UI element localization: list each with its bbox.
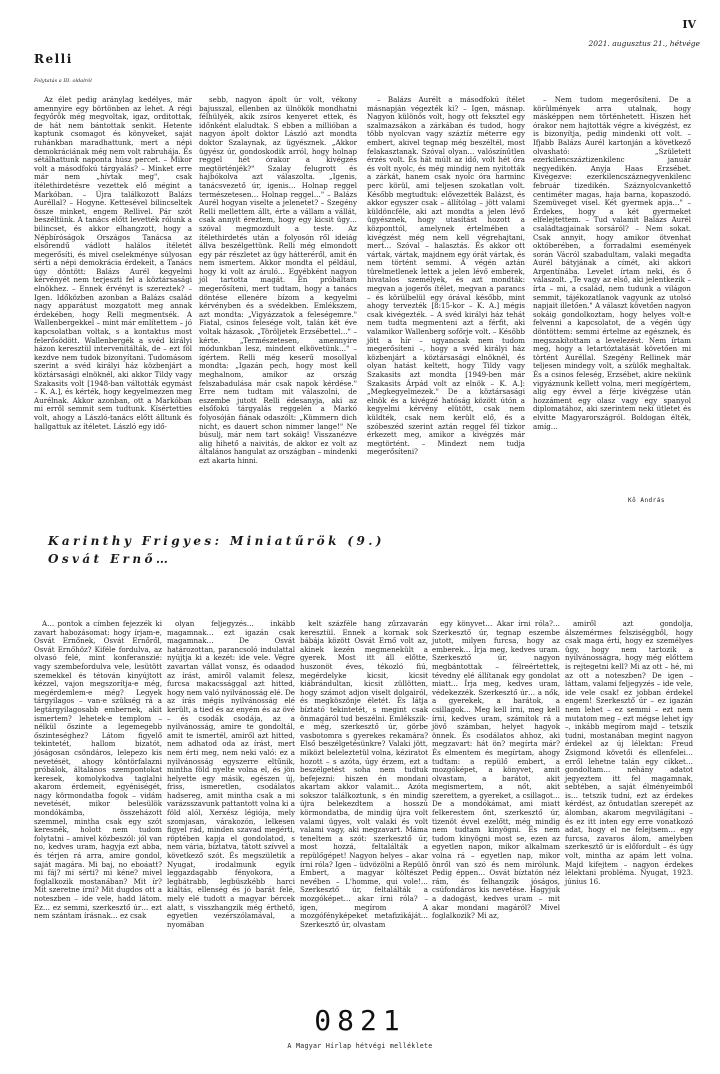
page-number: IV (682, 18, 696, 31)
column-text: amiről azt gondolja, álszemérmes felsziséggből, hogy csak maga érti, hogy ez személyes ügy, hogy nem tartozik a nyilvánosságra, hogy még előttem is rejtegetni kell? Mi az ott – hé, mi az ott a noteszben? De igen – láttam, valami feljegyzés – ide vele, ide vele csak! ez jobban érdekel engem! Szerkesztő úr – ez igazán nem lehet – ez semmi – ezt nem mutatom meg – ezt mégse lehet így –, inkább megírom majd – tetszik tudni, mostanában megint nagyon érdekel az új lélektan: Freud Zsigmond követői és ellenfelei… erről lehetne talán egy cikket… gondoltam… néhány adatot jegyeztem itt fel magamnak, sebtében, a saját élményeimből is… tetszik tudni, ezt az érdekes kérdést, az öntudatlan szerepét az álomban, akarom megvilágítani – és ez itt inten egy erre vonatkozó adat, hogy el ne felejtsem… egy furcsa, zavaros álom, amelyben szerkesztő úr is előfordult – és úgy volt, mintha az apám lett volna. Majd kifejtem – nagyon érdekes lélektani probléma. Nyugat, 1923. június 16. (565, 619, 693, 886)
column-text: – Balázs Aurélt a másodfokú ítélet másnapján végezték ki? – Igen, másnap. Nagyon különös volt, hogy ott feksztel egy szalmazsákon a zárkában és tudod, hogy több nyolcvan vagy száztíz méterre egy embert, akivel tegnap még beszéltél, most felakasztanak. Szóval olyan… valószínűtlen érzés volt. És hát múlt az idő, volt hét óra és volt nyolc, és még mindig nem nyitották a zárkát, hanem csak nyolc óra harminc perc körül, ami teljesen szokatlan volt. Később megtudtuk: elővezették Balázst, és akkor egyszer csak – állítólag – jött valami küldöncféle, aki azt mondta a jelen lévő ügyésznek, hogy utasítást hozott a központtól, amelynek értelmében a kivégzést még nem kell végrehajtani, mert… Szóval – halasztás. És akkor ott vártak, vártak, majdnem egy órát vártak, és nem történt semmi. A végén aztán türelmetlenek lettek a jelen lévő emberek, hivatalos személyek, és azt mondták: megvan a jogerős ítélet, megvan a parancs – és körülbelül egy órával később, mint ahogy tervezték [8:15-kor – K. A.] mégis csak kivégezték. – A svéd királyi ház tehát nem tudta megmenteni azt a férfit, aki valamikor Wallenberg sofőrje volt. – Később jött a hír – ugyancsak nem tudom megerősíteni –, hogy a svéd királyi ház közbenjárt a köztársasági elnöknél, és olyan hatást keltett, hogy Tildy vagy Szakasits azt mondta [1949-ben már Szakasits Árpád volt az elnök – K. A.]: „Megkegyelmezek." De a köztársasági elnök és a kivégzé hatóság között útón a kegyelmi kérvény elütött, csak nem küldték, csak nem került elő, és a szóbeszéd szerint aztán reggel fél tízkor érkezett meg, amikor a kivégzés már megtörtént. – Mindezt nem tudja megerősíteni? (367, 95, 525, 457)
supplement-tagline: A Magyar Hírlap hétvégi melléklete (287, 1042, 433, 1050)
continuation-kicker: Folytatás a III. oldalról (34, 78, 92, 84)
article-column-1 (34, 619, 162, 921)
column-text: – Nem tudom megerősíteni. De a körülmények arra utalnak, hogy másképpen nem történhetett. Hiszen hét órakor nem hajtották végre a kivégzést, ez is bizonyítja, pedig mindenki ott volt. – Ifjabb Balázs Aurél kartonján a következő olvasható: „Született ezerkilencszáztizenkilenc január negyedikén. Anyja Haas Erzsébet. Kivégezve: ezerkilencszáznegyvenkilenc február tizedikén. Száznyolcvankettő centiméter magas, haja barna, kopaszodó. Szemüveget visel. Két gyermek apja…" – Érdekes, hogy a két gyermeket elfelejtettem. – Tud valamit Balázs Aurél családtagjainak sorsáról? – Nem sokat. Csak annyit, hogy amikor ötvenhat októberében, a forradalmi események során Vácról szabadultam, valaki megadta Aurél bátyjának a címét, aki akkori Argentínába. Levelet írtam neki, és ő válaszolt. „Te vagy az első, aki jelentkezik – írta – mi, a család, nem tudunk a világon semmit, tájékozatlanok vagyunk az utolsó napjait illetően." A választ követően nagyon sokáig gondolkoztam, hogy helyes volt-e felvenni a kapcsolatot, de a végén úgy döntöttem: semmi értelme az egésznek, és megszakítottam a levelezést. Nem írtam meg, hogy a letartóztatását követően mi történt Auréllal. Szegény Rellinek már teljesen mindegy volt, a szülők meghaltak. És a csinos feleség, Erzsébet, akire nekünk vigyáznunk kellett volna, meri megígértem, alig egy évvel a férje kivégzése után hozzáment egy olasz vagy egy spanyol diplomatához, aki szerintem nekí ütletet és elvitte Magyarországról. Boldogan élték, amíg… (533, 95, 691, 431)
author-signature: Kő András (628, 497, 666, 504)
dateline: 2021. augusztus 21., hétvége (588, 39, 700, 48)
article-column-2 (199, 96, 357, 506)
column-text: A… pontok a címben fejezzék ki zavart habozásomat: hogy írjam-e, Osvát Ernőnek, Osvát Ernőről, Osvát Ernőhöz? Kiféle fordulva, az olvasó felé, mint konferanszié: vagy szembefordulva vele, lesütött szemekkel és tétován kinyújtott kézzel, vajon megszorítja-e még, megérdemlem-e még? Legyek tárgyilagos – van-e szükség rá a legtárgyilagosabb embernek, akit ismertem? lehetek-e templom – nélkül őszinte a legemegebb őszinteséghez? Látom figyelő tekintetét, hallom bizatót, jóságosan csöndáros, lelepezo kis nevetését, ahogy köntörfalazni próbálok, általános szempontokat keresek, komolykodva taglalni akarom érdemeit, egyéniségét, nagy körmondatba fogok – vidám nevetését, mikor belesülök mondókámba, összeházott szemmel, mintha csak egy szót keresnék, holott nem tudom folytatni – amivel közbeszól: jól van no, kedves uram, hagyja ezt abba, és térjen rá arra, amire gondol, saját magára. Mi baj, no eboáatt? mi fáj? mi sérti? mi kéne? mivel foglalkozik mostanában? Mit ír? Mit szeretne írni? Mit dugdos ott a noteszben – ide vele, hadd látom. Ez… ez semmi, szerkesztő úr… ezt nem szántam írásnak… ez csak (34, 619, 162, 921)
article-title: Relli (34, 52, 73, 66)
article-column-4 (432, 619, 560, 921)
column-text: egy könyvet… Akar írni róla?… Szerkesztő úr, tegnap eszembe jutott, milyen furcsa, hogy az emberek… Írja meg, kedves uram. Szerkesztő úr, nagyon megbántottak – félreértettek, tévedny elé állítanak egy gondolat miatt… Írja meg, kedves uram, védekezzék. Szerkesztő úr… a nők, a gyerekek, a barátok, a csillagok… Meg kell írni, meg kell írni, kedves uram, számítok rá a jövő számban, helyet hagyok önnek. És csodálatos ahhoz, aki megzavart: hát ön? megírta már? És elmentem és megírtam, ahogy tudtam: a repülő embert, a mozgóképet, a könyvet, amit olvastam, a barátot, akit megismertem, a nőt, akit szerettem, a gyereket, a csillagot… De a mondókámat, ami miatt felkerestem őnt, szerkesztő úr, tizenöt évvel ezelőtt, még mindig nem tudtam kinyögni. És nem tudom kinyögni most se, ezen az egyetlen napon, mikor alkalmam volna rá – egyetlen nap, mikor önről van szó és nem mirólunk. Pedig éppen… Osvát bíztatón néz rám, és felhangzik jóságos, csúfondáros kis nevetése. Hagyjuk a dadogást, kedves uram – mit akar mondani magáról? Mivel foglalkozik? Mi az, (432, 619, 560, 921)
article-column-4 (533, 96, 691, 506)
column-text: olyan feljegyzés… inkább magamnak… ezt igazán csak magamnak… De Osvát határozottan, parancsoló indulattal nyújtja ki a kezét: ide vele. Végre zavartan vállat vonsz, és odaadod az írást, amiről valamit felesz, furcsa makacssággal azt hitted, hogy nem való nyilvánosság elé. De az írás mégis nyilvánosság elé került, a tied és az enyém és az övé – és csodák csodája, az a nyilvánosság, amire te gondoltál, amit te ismertél, amiről azt hitted, nem adhatod oda az írást, mert nem érti meg, nem neki való: ez a nyilvánosság egyszerre eltűnik, mintha föld nyelte volna el, és jön helyette egy másik, egészen új, friss, ismeretlen, csodálatos hadsereg, amit mintha csak a mi varázsszavunk pattantott volna ki a föld alól, Xerxész légiója, mely szomjasan, várakozón, lelkesen figyel rád, minden szavad megérti, röptében kapja el gondolatod, s nem vária, bíztatva, tátott szívvel a következő szót. És megszületik a Nyugat, irodalmunk egyik leggazdagabb fényokora, a legbátrabb, legbüszkébb harci kiáltás, ellenség és jó barát felé, mely elé tudott a magyar bércek alatt, s visszhangzik még érthető, egyetlen vezérszólamával, a nyomában (167, 619, 295, 929)
column-text: Az élet pedig aránylag kedélyes, már amennyire egy börtönben az lehet. A régi fegyőrök még megvoltak, igaz, orditottak, de hát nem bántottak senkit. Hetente kaptunk csomagot és könyveket, saját ruhánkban maradhattunk, mert a népi demokráciának még nem volt rabruhája. És sétálhattunk naponta húsz percet. – Mikor volt a másodfokú tárgyalás? – Minket erre már nem „hívtak meg", csak ítélethirdetésre vezettek elő mégint a Markóban. – Újra találkozott Balázs Auréllal? – Hogyne. Kettesével bilincseltek össze minket, engem Rellivel. Pár szót beszéltünk. A tanács előtt levették rólunk a bilincset, és akkor elhangzott, hogy a Népbíróságok Országos Tanácsa az elsőrendű vádlott halálos ítéletét megerősíti, és mivel cselekménye súlyosan sérti a népi demokrácia érdekeit, a Tanács úgy döntött: Balázs Aurél kegyelmi kérvényét nem terjeszti fel a köztársasági elnökhez. – Ennek érvényt is szereztek? – Igen. Időközben azonban a Balázs család nagy apparátust mozgatott meg annak érdekében, hogy Relli megmentsék. A Wallenbergekkel – mint már említettem – jó kapcsolatban voltak, s a kontaktus most felerősödött. Wallenbergék a svéd királyi házon keresztül intervenitálták, de – ezt föl kezdve nem tudok bizonyítani. Tudomásom szerint a svéd királyi ház közbenjárt a köztársasági elnöknél, aki akkor Tildy vagy Szakasits volt [1948-ban váltották egymást – K. A.], és kérték, hogy kegyelmezzen meg Aurélnak. Akkor azonban, ott a Markóban mi erről semmit sem tudtunk. Kísértetties volt, ahogy a László-tanács előtt álltunk és hallgattuk az ítéletet. László egy idő- (34, 95, 192, 431)
issue-number: 0821 (314, 1004, 406, 1037)
article-column-1 (34, 96, 192, 506)
article-column-3 (367, 96, 525, 506)
article-column-3 (300, 619, 428, 929)
section-subtitle: Osvát Ernő… (48, 552, 172, 566)
article-column-5 (565, 620, 693, 900)
section-title: Karinthy Frigyes: Miniatűrök (9.) (48, 534, 385, 548)
article-column-2 (167, 619, 295, 929)
column-text: kelt százféle hang zűrzavarán keresztül. Ennek a kornak sok bábája között Osvát Ernő volt az, akinek kezén megmenekült a gyerek. Most itt áll előtte, huszonöt éves, tékozló fiú, megérdelyke kicsit, kicsit kiábrándultan, kicsit züllötten, hogy számot adjon viselt dolgairól, és megköszönje életét. És látja bíztató tekintetét, s megint csak önmagáról tud beszélni. Emlékszik-e még, szerkesztő úr, görbe vasbotomra s gyerekes rekamára? Első beszélgetésünkre? Valaki jött, miközt beleleztetül volna, kéziratot hozott – s azóta, úgy érzem, ezt a beszélgetést soha nem tudtuk befejezni: hiszen én mondani akartam akkor valamit… Azóta sokszor találkoztunk, s én mindig újra belekezdtem a hosszú körmondatba, de mindig újra volt valami ügyes, volt valaki és volt valami vagy, aki megzavart. Máma teneltem a szót: szerkesztő úr, most hozzá, feltalálták a repülőgépet! Nagyon helyes – akar írni róla? Igen – üdvözölni a Repülő Embert, a magyar költészet nevében – L'homme, qui vole!… Szerkesztő úr, feltalálták a mozgóképet… akar írni róla? – igen, megírom A mozgófényképeket metafizikáját… Szerkesztő úr, olvastam (300, 619, 428, 929)
column-text: sebb, nagyon ápolt úr volt, vékony bajusszal, ellenben az ülnökök mondhatni félhülyék, akik zsíros kenyeret ettek, és időnként elaludtak. S ebben a millióban a nagyon ápolt doktor László azt mondta doktor Szalaynak, az ügyésznek. „Akkor ügyész úr, gondoskodik arról, hogy holnap reggel hét órakor a kivégzés megtörténjék?" Szalay felugrott és hajbókolva azt válaszolta. „Igenis, tanácsvezető úr, igenis… Holnap reggel természetesen… Holnap reggel…" – Balázs Aurél hogyan viselte a jelenetet? – Szegény Relli mellettem állt, érte a vállam a vállát, csak annyit éreztem, hogy egy kicsit ügy… szóval megmozdult a teste. Az ítélethirdetés után a folyosón ről ideiág állva beszélgettünk. Relli még elmondott egy pár részletet az ügy hátteréről, amit én nem ismertem. Akkor mondta el például, hogy ki volt az áruló… Egyébként nagyon jól tartotta magát. Én próbáltam megerősíteni, mert tudtam, hogy a tanács döntése ellenére bízom a kegyelmi kérvényben és a svédekben. Emlékszem, azt mondta: „Vigyázzatok a feleségemre." Fiatal, csinos felesége volt, talán két éve voltak házasok. „Töröljetek Erzsébettel…" – kérte. „Természetesen, amennyire módunkban lesz, mindent elkövetünk…" – ígértem. Relli még keserű mosollyal mondta: „Igazán pech, hogy most kell meghalnom, amikor az ország felszabadulása már csak napok kérdése." Erre nem tudtam mit válaszolni, de eszembe jutott Relli édesanyja, aki az elsőfokú tárgyalás reggelén a Markó folyosóján fiának odaszólt: „Kümmern dich nicht, es dauert schon nimmer lange!" Ne búsulj, már nem tart sokáig! Visszanézve alig hihető a naivitás, de akkor ez volt az általános hangulat az országban – mindenki ezt akarta hinni. (199, 95, 357, 465)
